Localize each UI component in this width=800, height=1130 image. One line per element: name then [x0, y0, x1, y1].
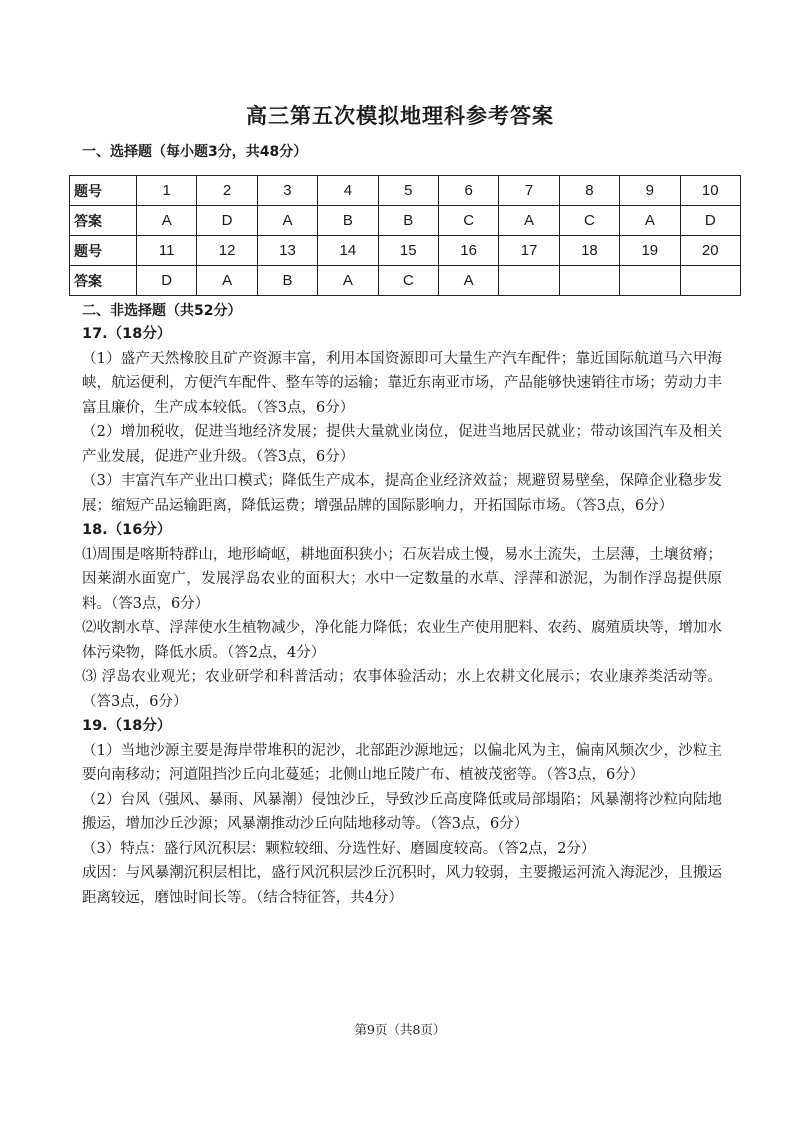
table-cell: A	[318, 266, 378, 296]
table-cell: D	[680, 206, 740, 236]
table-cell: 6	[438, 176, 498, 206]
table-cell: A	[257, 206, 317, 236]
section-heading-choice: 一、选择题（每小题3分，共48分）	[82, 144, 308, 160]
table-cell	[499, 266, 559, 296]
question-19-heading: 19.（18分）	[82, 718, 172, 734]
table-cell: 9	[620, 176, 680, 206]
table-cell: C	[378, 266, 438, 296]
table-cell: 12	[197, 236, 257, 266]
table-cell: A	[137, 206, 197, 236]
page-footer: 第9页（共8页）	[354, 1022, 446, 1037]
q17-answer-3: （3）丰富汽车产业出口模式；降低生产成本，提高企业经济效益；规避贸易壁垒，保障企业稳步发展；缩短产品运输距离，降低运费；增强品牌的国际影响力，开拓国际市场。（答3点，6分）	[82, 473, 722, 514]
table-cell: A	[499, 206, 559, 236]
q18-answer-3: ⑶ 浮岛农业观光；农业研学和科普活动；农事体验活动；水上农耕文化展示；农业康养类活动等。（答3点，6分）	[82, 669, 722, 710]
table-cell: B	[378, 206, 438, 236]
table-cell: 1	[137, 176, 197, 206]
table-row	[70, 236, 741, 266]
row-label: 答案	[70, 206, 137, 236]
table-cell: 10	[680, 176, 740, 206]
table-cell: 20	[680, 236, 740, 266]
table-row	[70, 266, 741, 296]
table-cell: 17	[499, 236, 559, 266]
table-cell: D	[137, 266, 197, 296]
table-cell: 2	[197, 176, 257, 206]
table-row	[70, 176, 741, 206]
q19-answer-3: （3）特点：盛行风沉积层：颗粒较细、分选性好、磨圆度较高。（答2点，2分）	[82, 840, 596, 857]
question-18-heading: 18.（16分）	[82, 522, 172, 538]
table-cell: A	[620, 206, 680, 236]
table-cell	[559, 266, 619, 296]
page-title: 高三第五次模拟地理科参考答案	[246, 104, 554, 128]
q18-answer-2: ⑵收割水草、浮萍使水生植物减少，净化能力降低；农业生产使用肥料、农药、腐殖质块等，增加水体污染物，降低水质。（答2点，4分）	[82, 620, 722, 661]
table-cell: 14	[318, 236, 378, 266]
q17-answer-2: （2）增加税收，促进当地经济发展；提供大量就业岗位，促进当地居民就业；带动该国汽车及相关产业发展，促进产业升级。（答3点，6分）	[82, 424, 722, 465]
answer-body	[82, 322, 722, 910]
question-17-heading: 17.（18分）	[82, 326, 172, 342]
table-cell	[680, 266, 740, 296]
table-cell: 15	[378, 236, 438, 266]
table-cell: 16	[438, 236, 498, 266]
row-label: 题号	[70, 176, 137, 206]
table-cell: 18	[559, 236, 619, 266]
table-cell: 13	[257, 236, 317, 266]
table-cell: 5	[378, 176, 438, 206]
table-cell: 3	[257, 176, 317, 206]
q17-answer-1: （1）盛产天然橡胶且矿产资源丰富，利用本国资源即可大量生产汽车配件；靠近国际航道马六甲海峡，航运便利，方便汽车配件、整车等的运输；靠近东南亚市场，产品能够快速销往市场；劳动力丰富且廉价，生产成本较低。（答3点，6分）	[82, 350, 722, 416]
row-label: 题号	[70, 236, 137, 266]
row-label: 答案	[70, 266, 137, 296]
table-cell: 8	[559, 176, 619, 206]
q19-answer-1: （1）当地沙源主要是海岸带堆积的泥沙，北部距沙源地远；以偏北风为主，偏南风频次少，沙粒主要向南移动；河道阻挡沙丘向北蔓延；北侧山地丘陵广布、植被茂密等。（答3点，6分）	[82, 742, 722, 783]
table-cell: B	[318, 206, 378, 236]
table-cell: A	[438, 266, 498, 296]
answer-table	[69, 175, 741, 296]
q19-answer-2: （2）台风（强风、暴雨、风暴潮）侵蚀沙丘，导致沙丘高度降低或局部塌陷；风暴潮将沙粒向陆地搬运，增加沙丘沙源；风暴潮推动沙丘向陆地移动等。（答3点，6分）	[82, 791, 722, 832]
table-cell: 4	[318, 176, 378, 206]
q18-answer-1: ⑴周围是喀斯特群山，地形崎岖，耕地面积狭小；石灰岩成土慢，易水土流失，土层薄，土壤贫瘠；因莱湖水面宽广，发展浮岛农业的面积大；水中一定数量的水草、浮萍和淤泥，为制作浮岛提供原料。（答3点，6分）	[82, 546, 722, 612]
q19-answer-4: 成因：与风暴潮沉积层相比，盛行风沉积层沙丘沉积时，风力较弱，主要搬运河流入海泥沙，且搬运距离较远，磨蚀时间长等。（结合特征答，共4分）	[82, 865, 722, 906]
table-cell: 19	[620, 236, 680, 266]
table-cell: 7	[499, 176, 559, 206]
table-cell: D	[197, 206, 257, 236]
table-cell: B	[257, 266, 317, 296]
table-cell: 11	[137, 236, 197, 266]
table-cell: A	[197, 266, 257, 296]
table-row	[70, 206, 741, 236]
section-heading-nonchoice: 二、非选择题（共52分）	[82, 303, 242, 319]
table-cell: C	[438, 206, 498, 236]
table-cell	[620, 266, 680, 296]
table-cell: C	[559, 206, 619, 236]
